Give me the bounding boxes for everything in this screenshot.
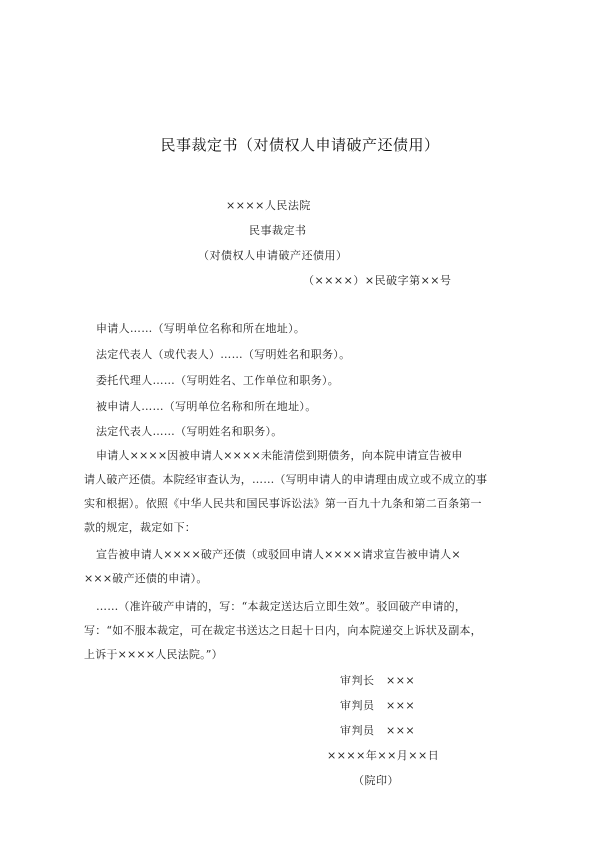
doc-type: 民事裁定书 (249, 224, 307, 237)
court-seal: （院印） (353, 774, 399, 787)
party-agent: 委托代理人……（写明姓名、工作单位和职务）。 (96, 374, 340, 387)
party-respondent: 被申请人……（写明单位名称和所在地址）。 (96, 400, 317, 413)
paragraph-line: ……（准许破产申请的，写：“本裁定送达后立即生效”。驳回破产申请的， (96, 600, 467, 613)
signature-presiding-judge: 审判长 ××× (340, 674, 416, 687)
paragraph-line: 申请人××××因被申请人××××未能清偿到期债务，向本院申请宣告被申 (96, 449, 463, 462)
doc-subtitle: （对债权人申请破产还债用） (198, 249, 348, 262)
paragraph-line: 实和根据）。依照《中华人民共和国民事诉讼法》第一百九十九条和第二百条第一 (84, 497, 482, 510)
party-applicant-representative: 法定代表人（或代表人）……（写明姓名和职务）。 (96, 348, 351, 361)
paragraph-line: 请人破产还债。本院经审查认为，……（写明申请人的申请理由成立或不成立的事 (84, 473, 488, 486)
court-name: ××××人民法院 (226, 199, 311, 212)
signature-judge-1: 审判员 ××× (340, 699, 416, 712)
paragraph-line: 款的规定，裁定如下： (84, 521, 196, 534)
party-applicant: 申请人……（写明单位名称和所在地址）。 (96, 322, 306, 335)
case-number: （××××）×民破字第××号 (303, 274, 452, 287)
paragraph-line: 写：“如不服本裁定，可在裁定书送达之日起十日内，向本院递交上诉状及副本， (84, 624, 482, 637)
party-respondent-representative: 法定代表人……（写明姓名和职务）。 (96, 425, 283, 438)
ruling-date: ××××年××月××日 (327, 749, 440, 762)
paragraph-line: 宣告被申请人××××破产还债（或驳回申请人××××请求宣告被申请人× (96, 548, 461, 561)
paragraph-line: 上诉于××××人民法院。”） (84, 648, 223, 661)
signature-judge-2: 审判员 ××× (340, 724, 416, 737)
paragraph-line: ×××破产还债的申请）。 (84, 572, 208, 585)
document-title: 民事裁定书（对债权人申请破产还债用） (160, 136, 440, 154)
